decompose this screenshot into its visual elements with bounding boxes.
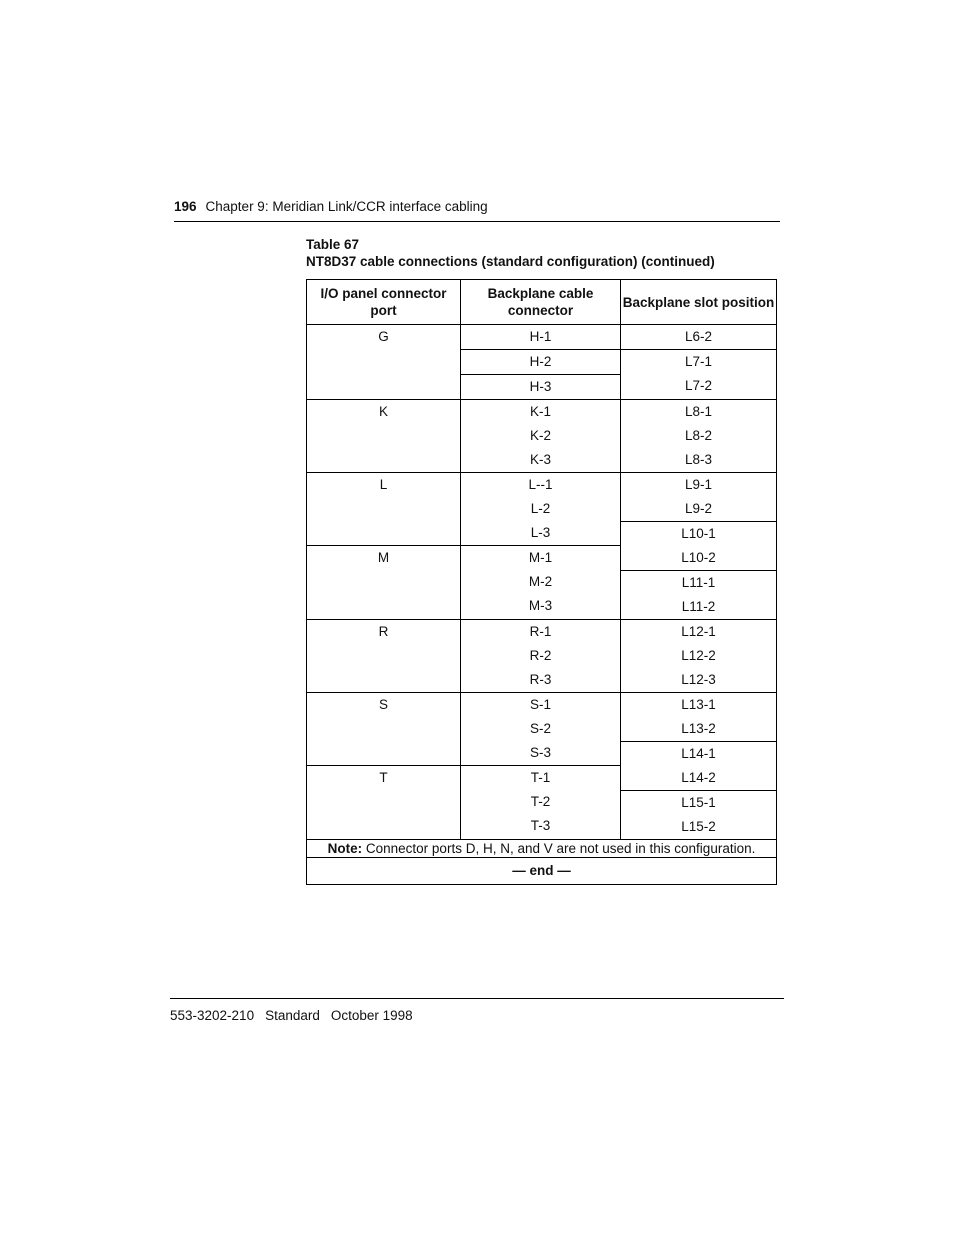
cell-value: L--1 — [528, 477, 553, 492]
slot-cell — [621, 522, 777, 571]
cell-value: L13-2 — [681, 721, 716, 736]
cell-value: K-1 — [529, 404, 551, 419]
connector-cell — [461, 325, 621, 350]
table-caption — [306, 236, 715, 270]
cell-value: L9-2 — [684, 501, 713, 516]
cell-value: L14-2 — [681, 770, 716, 785]
table-label: Table 67 — [306, 237, 360, 252]
port-cell — [307, 400, 461, 473]
port-cell — [307, 546, 461, 620]
cell-value: S — [378, 697, 388, 712]
page-number: 196 — [174, 199, 197, 214]
page-header — [174, 199, 780, 222]
note-label: Note: — [327, 841, 363, 856]
port-cell — [307, 325, 461, 400]
connector-cell — [461, 766, 621, 840]
cell-value: R-3 — [529, 672, 552, 687]
cell-value: L6-2 — [684, 329, 713, 344]
cell-value: L11-2 — [681, 599, 716, 614]
slot-cell — [621, 400, 777, 473]
slot-cell — [621, 742, 777, 791]
cell-value: R-2 — [529, 648, 552, 663]
connector-cell — [461, 693, 621, 766]
cell-value: L12-2 — [681, 648, 716, 663]
cell-value: L-3 — [530, 525, 551, 540]
port-cell — [307, 693, 461, 766]
cell-value: G — [378, 329, 389, 344]
slot-cell — [621, 325, 777, 350]
cell-value: L15-2 — [681, 819, 716, 834]
cell-value: K-2 — [529, 428, 551, 443]
cell-value: L — [379, 477, 388, 492]
port-cell — [307, 620, 461, 693]
doc-date: October 1998 — [330, 1008, 413, 1023]
cell-value: L8-1 — [684, 404, 713, 419]
cell-value: M-3 — [528, 598, 553, 613]
chapter-title: Chapter 9: Meridian Link/CCR interface cabling — [205, 199, 488, 214]
end-row — [307, 858, 777, 885]
cell-value: L8-3 — [684, 452, 713, 467]
cell-value: H-3 — [529, 379, 552, 394]
slot-cell — [621, 571, 777, 620]
port-cell — [307, 473, 461, 546]
connector-cell — [461, 546, 621, 620]
cell-value: L13-1 — [681, 697, 716, 712]
note-row — [307, 840, 777, 858]
cell-value: L12-1 — [681, 624, 716, 639]
connector-cell — [461, 400, 621, 473]
cell-value: M-2 — [528, 574, 553, 589]
cell-value: L9-1 — [684, 477, 713, 492]
cell-value: T-3 — [530, 818, 551, 833]
cell-value: L15-1 — [681, 795, 716, 810]
slot-cell — [621, 791, 777, 840]
connector-cell — [461, 620, 621, 693]
cell-value: L12-3 — [681, 672, 716, 687]
cell-value: T-1 — [530, 770, 551, 785]
note-cell — [307, 840, 777, 858]
column-header: Backplane cable connector — [461, 280, 621, 325]
table-row — [307, 325, 777, 350]
slot-cell — [621, 693, 777, 742]
cell-value: L10-1 — [681, 526, 716, 541]
cell-value: K-3 — [529, 452, 551, 467]
table-header-row — [307, 280, 777, 325]
connector-cell — [461, 473, 621, 546]
cell-value: L10-2 — [681, 550, 716, 565]
cell-value: H-2 — [529, 354, 552, 369]
column-header: Backplane slot position — [621, 280, 777, 325]
cell-value: L7-2 — [684, 378, 713, 393]
cell-value: M — [377, 550, 390, 565]
cell-value: L11-1 — [681, 575, 716, 590]
connector-cell — [461, 350, 621, 375]
cell-value: L-2 — [530, 501, 551, 516]
slot-cell — [621, 620, 777, 693]
page-footer — [170, 998, 784, 1023]
cell-value: R — [378, 624, 389, 639]
table-title: NT8D37 cable connections (standard configuration) (continued) — [306, 254, 715, 269]
port-cell — [307, 766, 461, 840]
note-text: Connector ports D, H, N, and V are not used in this configuration. — [362, 841, 756, 856]
cell-value: R-1 — [529, 624, 552, 639]
doc-status: Standard — [265, 1008, 320, 1023]
slot-cell — [621, 473, 777, 522]
doc-number: 553-3202-210 — [170, 1008, 255, 1023]
cell-value: S-2 — [529, 721, 551, 736]
cell-value: K — [378, 404, 388, 419]
column-header: I/O panel connector port — [307, 280, 461, 325]
connector-cell — [461, 375, 621, 400]
slot-cell — [621, 350, 777, 400]
end-marker: — end — — [307, 858, 777, 885]
cell-value: T-2 — [530, 794, 551, 809]
cell-value: H-1 — [529, 329, 552, 344]
cell-value: L14-1 — [681, 746, 716, 761]
cell-value: T — [379, 770, 388, 785]
cell-value: S-1 — [529, 697, 551, 712]
cell-value: M-1 — [528, 550, 553, 565]
cell-value: L8-2 — [684, 428, 713, 443]
cell-value: S-3 — [529, 745, 551, 760]
cell-value: L7-1 — [684, 354, 713, 369]
cable-connections-table — [306, 279, 777, 885]
